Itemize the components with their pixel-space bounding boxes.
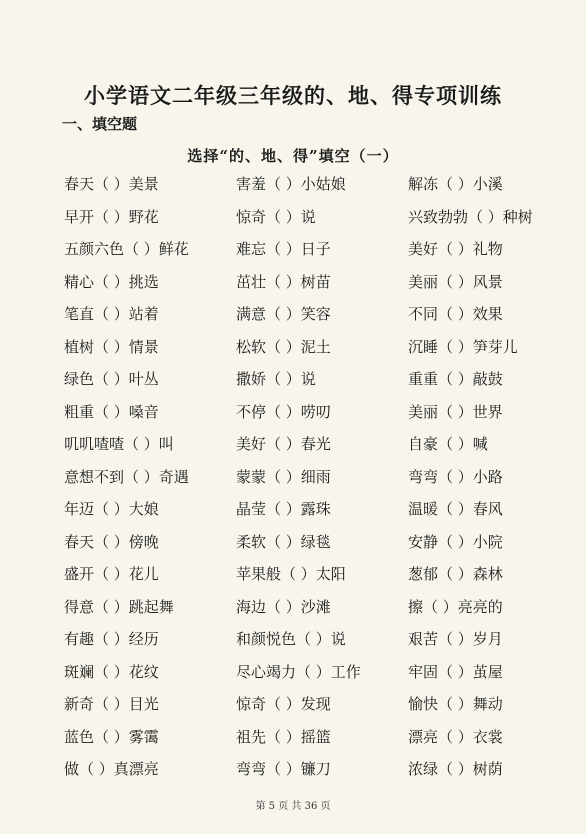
exercise-item: 温暖（ ）春风 <box>408 500 503 518</box>
exercise-item: 祖先（ ）摇篮 <box>236 727 331 746</box>
exercise-item: 美丽（ ）风景 <box>408 272 503 291</box>
exercise-subtitle: 选择“的、地、得”填空（一） <box>187 147 399 165</box>
exercise-item: 不停（ ）唠叨 <box>236 402 331 421</box>
exercise-item: 美好（ ）礼物 <box>408 240 503 258</box>
exercise-item: 春天（ ）傍晚 <box>64 532 159 551</box>
exercise-item: 春天（ ）美景 <box>64 175 159 193</box>
exercise-item: 安静（ ）小院 <box>408 532 503 551</box>
exercise-item: 松软（ ）泥土 <box>236 337 331 356</box>
exercise-item: 艰苦（ ）岁月 <box>408 630 503 648</box>
exercise-item: 绿色（ ）叶丛 <box>64 370 159 388</box>
exercise-item: 做（ ）真漂亮 <box>64 760 159 778</box>
exercise-item: 海边（ ）沙滩 <box>236 597 331 616</box>
exercise-item: 难忘（ ）日子 <box>236 240 331 258</box>
exercise-item: 弯弯（ ）小路 <box>408 467 503 486</box>
exercise-item: 植树（ ）情景 <box>64 337 159 356</box>
exercise-item: 苹果般（ ）太阳 <box>236 565 346 583</box>
exercise-item: 和颜悦色（ ）说 <box>236 630 346 648</box>
exercise-item: 晶莹（ ）露珠 <box>236 500 331 518</box>
exercise-item: 自豪（ ）喊 <box>408 435 488 453</box>
exercise-item: 惊奇（ ）发现 <box>236 695 331 713</box>
exercise-item: 蒙蒙（ ）细雨 <box>236 467 331 486</box>
exercise-item: 早开（ ）野花 <box>64 207 159 226</box>
exercise-item: 浓绿（ ）树荫 <box>408 760 503 778</box>
exercise-item: 愉快（ ）舞动 <box>408 695 503 713</box>
exercise-item: 解冻（ ）小溪 <box>408 175 503 193</box>
exercise-item: 得意（ ）跳起舞 <box>64 597 174 616</box>
exercise-item: 牢固（ ）茧屋 <box>408 662 503 681</box>
exercise-item: 茁壮（ ）树苗 <box>236 272 331 291</box>
page-number: 第 5 页 共 36 页 <box>255 801 331 812</box>
exercise-item: 惊奇（ ）说 <box>236 207 316 226</box>
exercise-item: 笔直（ ）站着 <box>64 305 159 323</box>
exercise-item: 叽叽喳喳（ ）叫 <box>64 435 174 453</box>
exercise-item: 盛开（ ）花儿 <box>64 565 159 583</box>
page-title: 小学语文二年级三年级的、地、得专项训练 <box>84 83 502 108</box>
exercise-item: 斑斓（ ）花纹 <box>64 662 159 681</box>
exercise-item: 有趣（ ）经历 <box>64 630 159 648</box>
exercise-item: 兴致勃勃（ ）种树 <box>408 207 533 226</box>
exercise-item: 新奇（ ）目光 <box>64 695 159 713</box>
exercise-item: 蓝色（ ）雾霭 <box>64 727 159 746</box>
exercise-item: 美好（ ）春光 <box>236 435 331 453</box>
exercise-item: 漂亮（ ）衣裳 <box>408 727 503 746</box>
exercise-item: 精心（ ）挑选 <box>64 272 159 291</box>
section-heading: 一、填空题 <box>62 115 138 133</box>
exercise-item: 弯弯（ ）镰刀 <box>236 760 331 778</box>
exercise-item: 尽心竭力（ ）工作 <box>236 662 361 681</box>
exercise-item: 不同（ ）效果 <box>408 305 503 323</box>
exercise-item: 重重（ ）敲鼓 <box>408 370 503 388</box>
exercise-item: 擦（ ）亮亮的 <box>408 597 503 616</box>
exercise-item: 满意（ ）笑容 <box>236 305 331 323</box>
exercise-item: 年迈（ ）大娘 <box>64 500 159 518</box>
exercise-item: 害羞（ ）小姑娘 <box>236 175 346 193</box>
exercise-item: 沉睡（ ）笋芽儿 <box>408 337 518 356</box>
exercise-item: 柔软（ ）绿毯 <box>236 532 331 551</box>
exercise-grid <box>64 173 544 791</box>
exercise-item: 意想不到（ ）奇遇 <box>64 467 189 486</box>
exercise-item: 葱郁（ ）森林 <box>408 565 503 583</box>
exercise-item: 粗重（ ）嗓音 <box>64 402 159 421</box>
exercise-item: 五颜六色（ ）鲜花 <box>64 240 189 258</box>
exercise-item: 撒娇（ ）说 <box>236 370 316 388</box>
exercise-item: 美丽（ ）世界 <box>408 402 503 421</box>
